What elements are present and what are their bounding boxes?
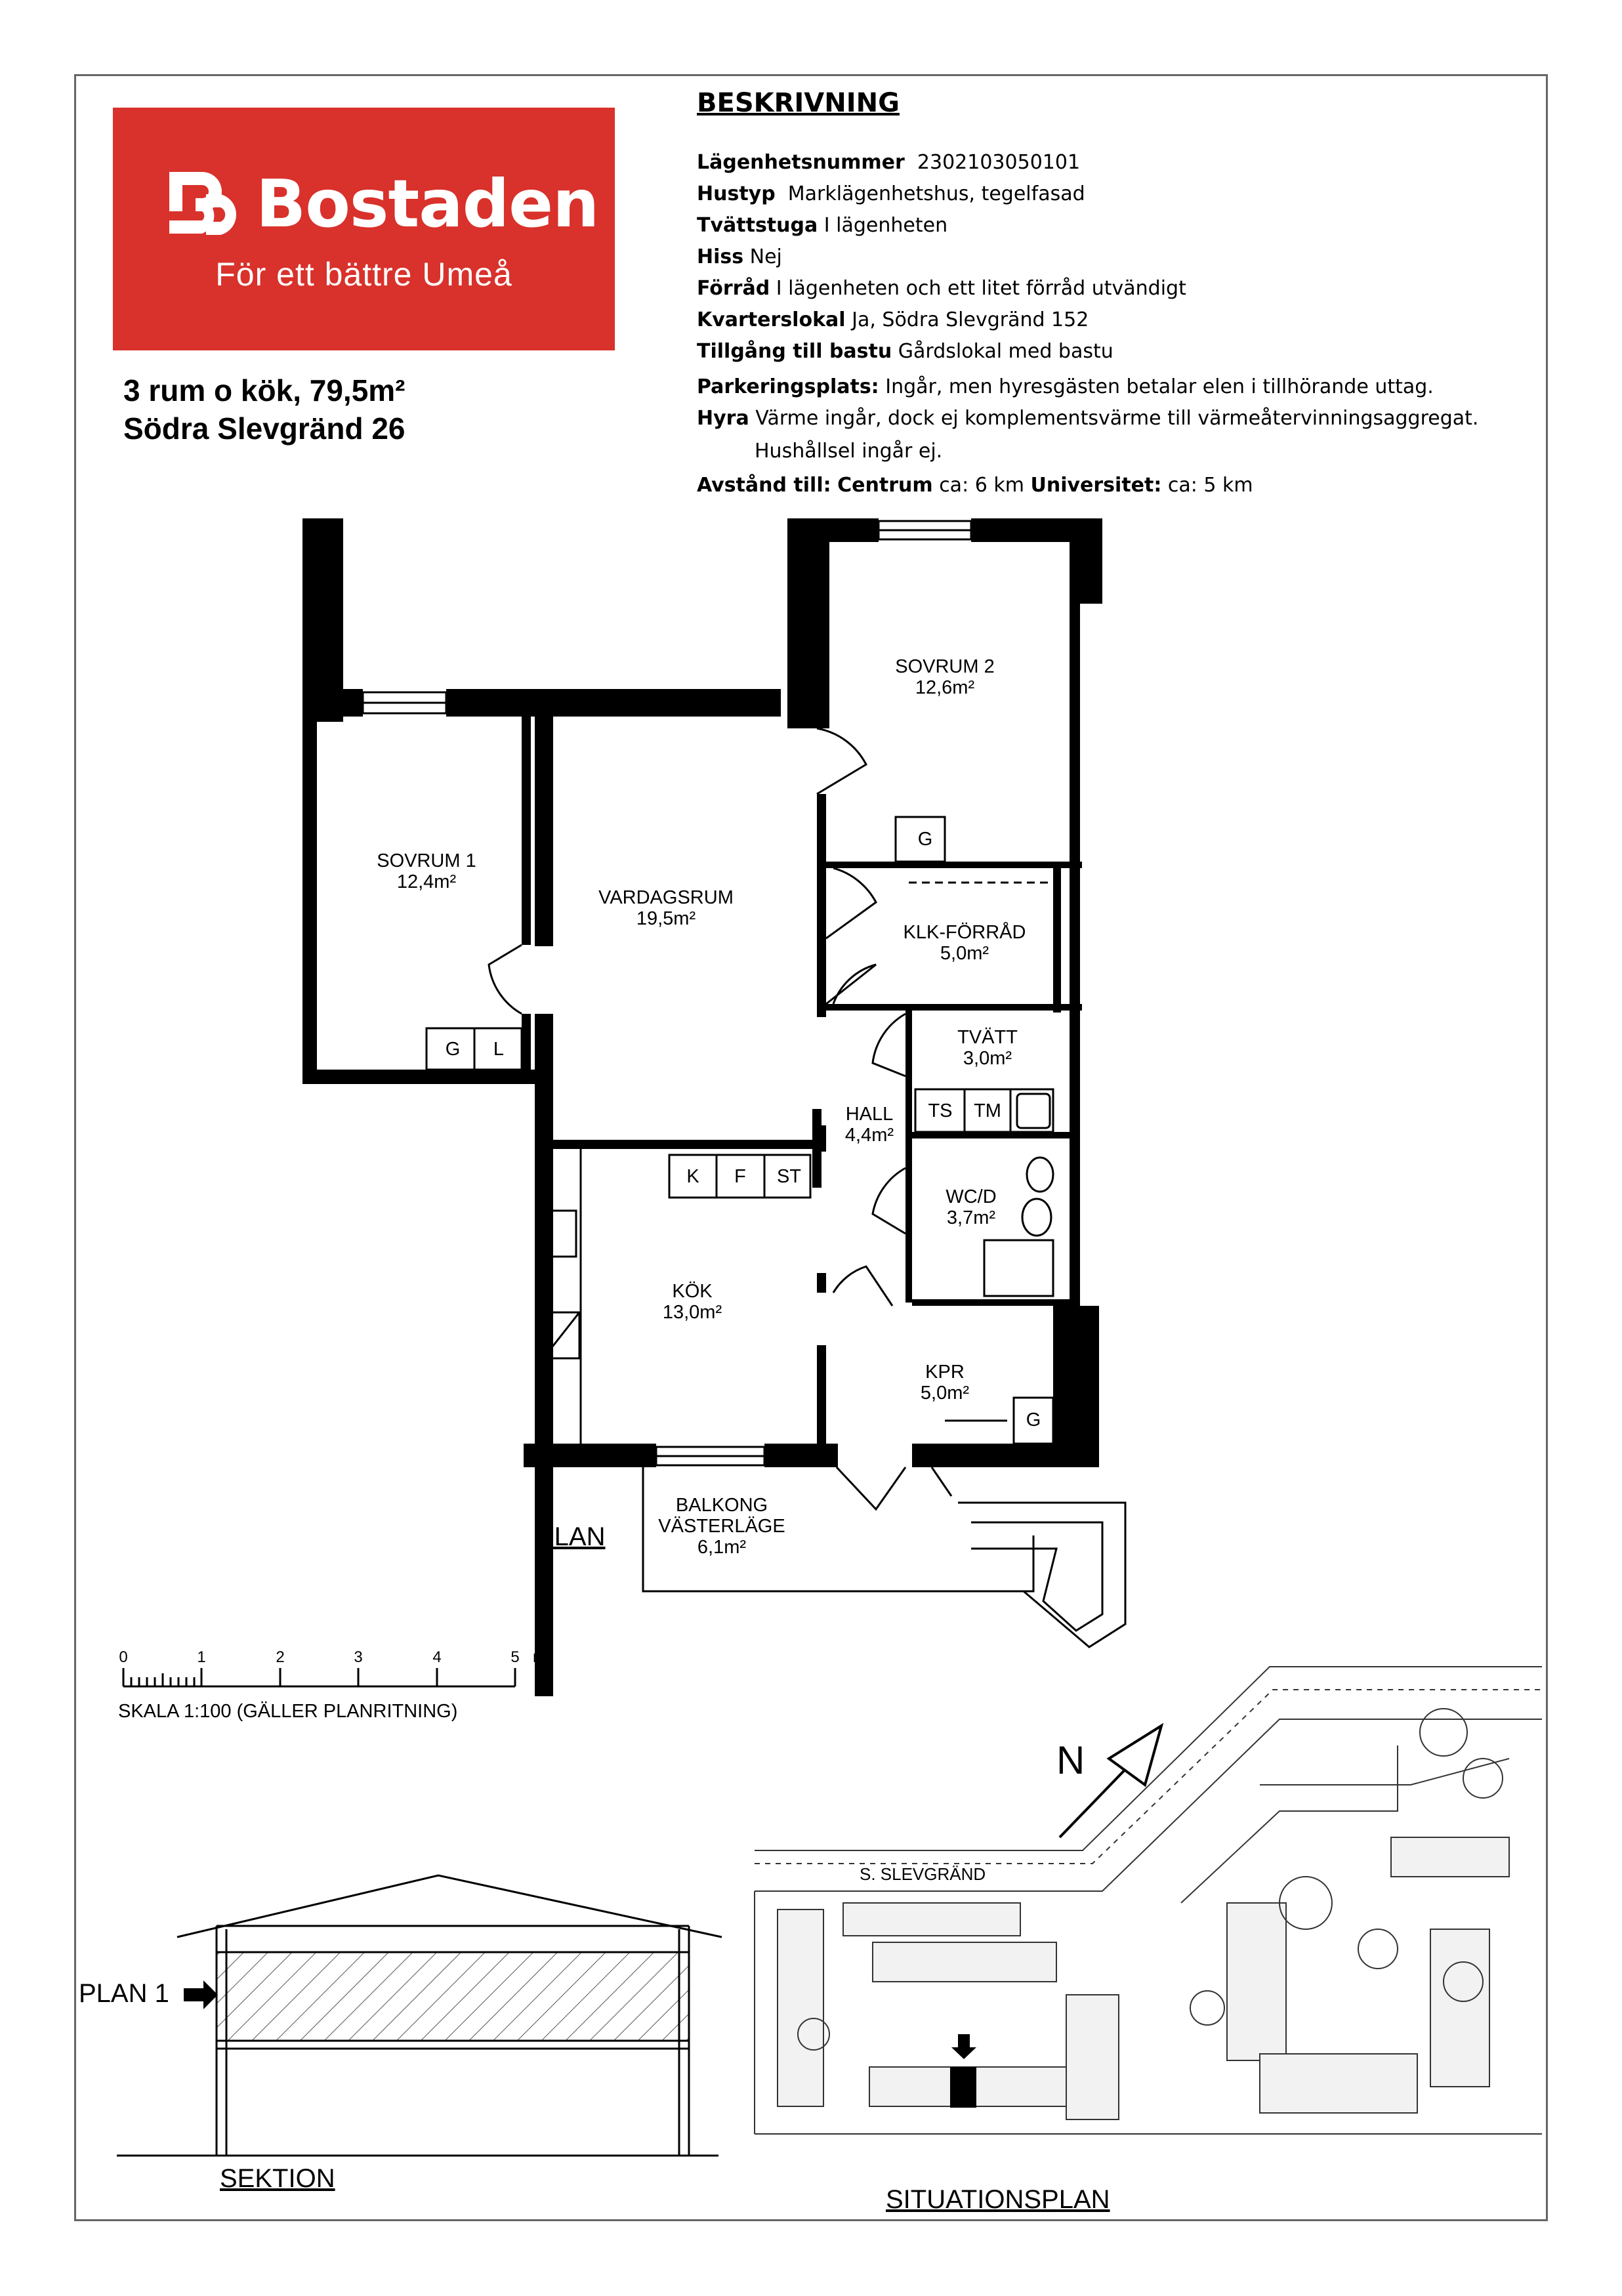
room-label-balkong: BALKONG VÄSTERLÄGE 6,1m² xyxy=(658,1495,785,1558)
desc-row-apt-number: Lägenhetsnummer 2302103050101 xyxy=(697,151,1081,174)
room-label-kpr: KPR 5,0m² xyxy=(920,1362,970,1404)
scale-number: 3 xyxy=(354,1648,363,1666)
scale-unit: m xyxy=(533,1648,546,1666)
desc-row-elevator: Hiss Nej xyxy=(697,245,782,268)
north-label: N xyxy=(1056,1738,1085,1782)
logo-name: Bostaden xyxy=(256,165,599,242)
scale-number: 1 xyxy=(197,1648,206,1666)
site-location-arrow xyxy=(951,2034,976,2059)
apartment-size: 3 rum o kök, 79,5m² xyxy=(123,373,406,407)
description-title: BESKRIVNING xyxy=(697,88,900,118)
desc-row-sauna: Tillgång till bastu Gårdslokal med bastu xyxy=(697,340,1113,363)
logo-tagline: För ett bättre Umeå xyxy=(215,256,512,293)
site-highlight-building xyxy=(950,2067,976,2108)
desc-row-storage: Förråd I lägenheten och ett litet förråd utvändigt xyxy=(697,277,1186,300)
scale-number: 2 xyxy=(276,1648,285,1666)
desc-row-block-room: Kvarterslokal Ja, Södra Slevgränd 152 xyxy=(697,308,1089,331)
desc-row-rent-note: Hushållsel ingår ej. xyxy=(755,440,943,463)
fixture-wardrobe-g: G xyxy=(1026,1409,1041,1430)
room-label-sovrum2: SOVRUM 2 12,6m² xyxy=(895,656,995,698)
desc-row-house-type: Hustyp Marklägenhetshus, tegelfasad xyxy=(697,182,1085,205)
room-label-kok: KÖK 13,0m² xyxy=(662,1281,722,1323)
desc-row-laundry: Tvättstuga I lägenheten xyxy=(697,214,948,237)
scale-caption: SKALA 1:100 (GÄLLER PLANRITNING) xyxy=(118,1701,458,1722)
plan-label: PLAN xyxy=(537,1522,606,1551)
scale-bar xyxy=(123,1668,515,1686)
room-label-hall: HALL 4,4m² xyxy=(844,1104,894,1146)
fixture-fridge-k: K xyxy=(686,1166,699,1187)
scale-number: 0 xyxy=(119,1648,128,1666)
plan-level-arrow xyxy=(184,1980,218,2009)
scale-number: 4 xyxy=(432,1648,442,1666)
fixture-linen-l: L xyxy=(493,1039,505,1060)
desc-row-parking: Parkeringsplats: Ingår, men hyresgästen betalar elen i tillhörande uttag. xyxy=(697,375,1434,398)
room-label-wcd: WC/D 3,7m² xyxy=(946,1186,997,1228)
scale-number: 5 xyxy=(510,1648,520,1666)
section-drawing xyxy=(117,1875,722,2156)
room-label-sovrum1: SOVRUM 1 12,4m² xyxy=(377,850,476,892)
fixture-freezer-f: F xyxy=(734,1166,746,1187)
room-label-klk-forrad: KLK-FÖRRÅD 5,0m² xyxy=(903,922,1026,964)
fixture-washer-tm: TM xyxy=(974,1100,1001,1121)
room-label-tvatt: TVÄTT 3,0m² xyxy=(957,1027,1018,1069)
room-label-vardagsrum: VARDAGSRUM 19,5m² xyxy=(598,887,734,929)
site-plan-label: SITUATIONSPLAN xyxy=(886,2185,1110,2214)
street-label: S. SLEVGRÄND xyxy=(860,1864,986,1884)
desc-row-rent: Hyra Värme ingår, dock ej komplementsvärme till värmeåtervinningsaggregat. xyxy=(697,407,1479,430)
fixture-dryer-ts: TS xyxy=(928,1100,953,1121)
fixture-wardrobe-g: G xyxy=(445,1039,461,1060)
apartment-address: Södra Slevgränd 26 xyxy=(123,411,406,446)
section-label: SEKTION xyxy=(220,2164,335,2193)
fixture-cabinet-st: ST xyxy=(776,1166,802,1187)
desc-row-distance: Avstånd till: Centrum ca: 6 km Universitet: ca: 5 km xyxy=(697,474,1253,497)
fixture-wardrobe-g: G xyxy=(917,829,933,850)
plan-level-label: PLAN 1 xyxy=(79,1979,169,2008)
